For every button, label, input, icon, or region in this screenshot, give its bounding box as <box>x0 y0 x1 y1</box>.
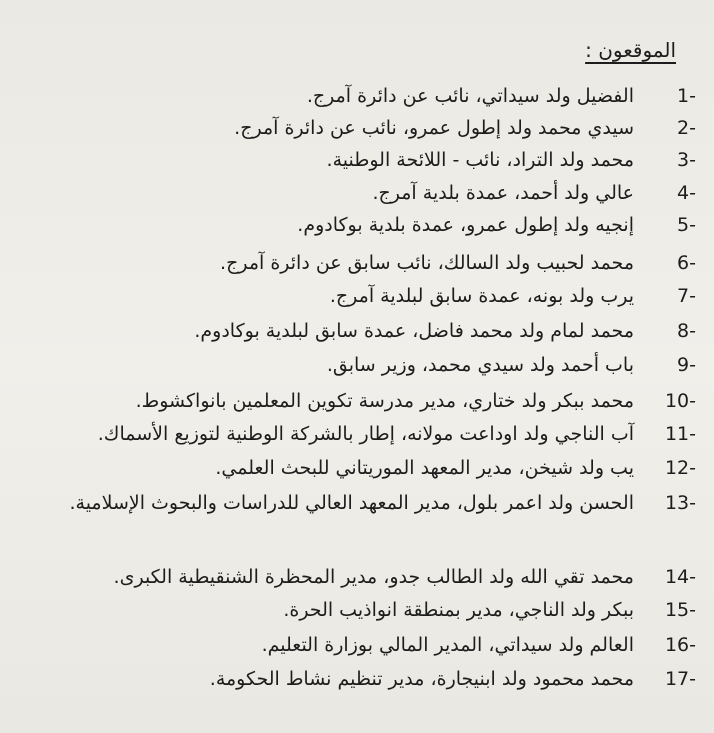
signatory-text: ببكر ولد الناجي، مدير بمنطقة انواذيب الحرة. <box>283 599 634 621</box>
signatory-item <box>297 212 696 239</box>
signatory-text: الفضيل ولد سيداتي، نائب عن دائرة آمرج. <box>306 85 634 107</box>
signatory-number: 1- <box>677 85 696 107</box>
signatory-text: محمد ببكر ولد ختاري، مدير مدرسة تكوين المعلمين بانواكشوط. <box>135 390 634 412</box>
signatory-number: 7- <box>677 285 696 307</box>
signatory-item <box>194 318 696 345</box>
signatory-number: 11- <box>664 423 696 445</box>
signatory-text: يرب ولد بونه، عمدة سابق لبلدية آمرج. <box>329 285 634 307</box>
signatory-text: باب أحمد ولد سيدي محمد، وزير سابق. <box>326 354 634 376</box>
signatory-text: يب ولد شيخن، مدير المعهد الموريتاني للبحث العلمي. <box>215 457 634 479</box>
signatory-item <box>262 632 696 659</box>
signatory-item <box>215 455 696 482</box>
signatory-text: محمد لحبيب ولد السالك، نائب سابق عن دائرة آمرج. <box>220 252 634 274</box>
signatory-number: 13- <box>664 492 696 514</box>
signatory-text: سيدي محمد ولد إطول عمرو، نائب عن دائرة آمرج. <box>234 117 634 139</box>
signatory-item <box>136 388 696 415</box>
signatory-text: محمد محمود ولد ابنيجارة، مدير تنظيم نشاط الحكومة. <box>209 668 634 690</box>
signatory-item <box>283 597 696 624</box>
signatories-heading: الموقعون : <box>585 38 676 62</box>
signatory-text: عالي ولد أحمد، عمدة بلدية آمرج. <box>372 182 634 204</box>
signatory-text: إنجيه ولد إطول عمرو، عمدة بلدية بوكادوم. <box>297 214 634 236</box>
signatory-item <box>372 180 696 207</box>
signatory-number: 15- <box>664 599 696 621</box>
signatory-number: 14- <box>664 566 696 588</box>
signatory-item <box>114 564 696 591</box>
signatory-text: العالم ولد سيداتي، المدير المالي بوزارة التعليم. <box>261 634 634 656</box>
signatory-number: 16- <box>664 634 696 656</box>
signatory-item <box>234 115 696 142</box>
signatory-number: 3- <box>677 149 696 171</box>
signatory-item <box>307 83 696 110</box>
signatory-number: 2- <box>677 117 696 139</box>
signatory-item <box>210 666 696 693</box>
signatory-number: 4- <box>677 182 696 204</box>
signatory-number: 9- <box>677 354 696 376</box>
signatory-item <box>330 283 696 310</box>
signatory-number: 17- <box>664 668 696 690</box>
signatory-number: 6- <box>677 252 696 274</box>
signatory-text: آب الناجي ولد اوداعت مولانه، إطار بالشركة الوطنية لتوزيع الأسماك. <box>97 423 634 445</box>
signatory-item <box>14 490 696 517</box>
signatory-text: محمد لمام ولد محمد فاضل، عمدة سابق لبلدية بوكادوم. <box>194 320 634 342</box>
signatory-number: 12- <box>664 457 696 479</box>
signatory-item <box>98 421 696 448</box>
signatory-text: الحسن ولد اعمر بلول، مدير المعهد العالي للدراسات والبحوث الإسلامية. <box>69 492 634 514</box>
signatory-number: 5- <box>677 214 696 236</box>
signatory-text: محمد ولد التراد، نائب - اللائحة الوطنية. <box>326 149 634 171</box>
signatory-item <box>327 147 696 174</box>
signatory-item <box>327 352 696 379</box>
signatory-text: محمد تقي الله ولد الطالب جدو، مدير المحظرة الشنقيطية الكبرى. <box>113 566 634 588</box>
signatory-number: 8- <box>677 320 696 342</box>
signatory-number: 10- <box>664 390 696 412</box>
signatory-item <box>220 250 696 277</box>
